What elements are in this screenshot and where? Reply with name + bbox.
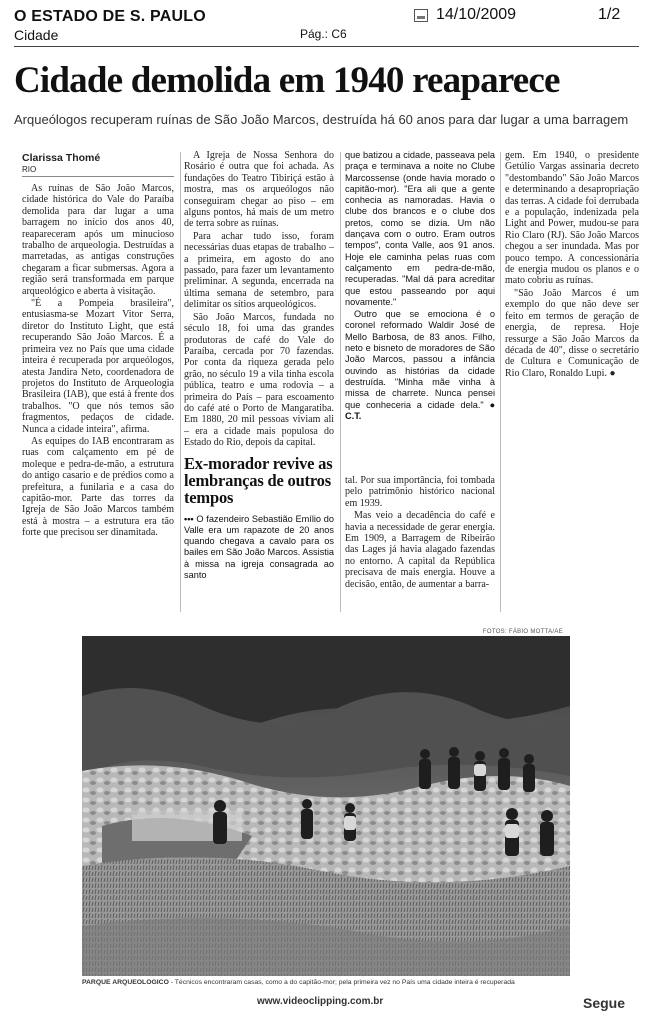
article-column-1 <box>22 152 174 620</box>
article-column-4 <box>505 150 639 450</box>
paragraph: "É a Pompeia brasileira", entusiasma-se Mozart Vitor Serra, diretor do Instituto Light, que está recuperando São João Marcos. É a primeira vez no País que uma cidade inteira é recuperada por arqueólogos, atesta Jandira Neto, coordenadora de projetos do Instituto de Arqueologia Brasileira (IAB), que está à frente dos trabalhos. "O que nós temos são fragmentos, pedaços de cidade. Nunca a cidade inteira", afirma. <box>22 298 174 435</box>
end-mark: ● <box>609 367 616 379</box>
article-subheadline: Arqueólogos recuperam ruínas de São João Marcos, destruída há 60 anos para dar lugar a uma barragem <box>14 112 629 127</box>
photo-credit: FOTOS: FÁBIO MOTTA/AE <box>482 629 563 635</box>
paragraph: São João Marcos, fundada no século 18, foi uma das grandes produtoras de café do Vale do Paraíba, cercada por 70 fazendas. Por conta da riqueza gerada pelo grão, no século 19 a vila tinha escola pública, teatro e uma rodovia – a primeira do País – para escoamento do café até o Porto de Mangaratiba. Em 1880, 20 mil pessoas viviam ali – era a cidade mais populosa do Estado do Rio, depois da capital. <box>184 311 334 449</box>
sidebar-column <box>345 150 495 470</box>
column-divider <box>180 152 181 612</box>
paragraph-text: "São João Marcos é um exemplo do que não deve ser feito em termos de geração de energia, de represa. Hoje ressurge a São João Marcos da década de 40", disse o secretário de Cultura e Comunicação de Rio Claro, Ronaldo Lupi. <box>505 287 639 379</box>
continue-label: Segue <box>583 995 626 1011</box>
publication-date: 14/10/2009 <box>436 6 517 23</box>
section-name: Cidade <box>14 27 59 43</box>
paragraph <box>505 288 639 379</box>
calendar-icon <box>414 9 428 22</box>
page-number: Pág.: C6 <box>300 27 347 41</box>
byline-location: RIO <box>22 165 174 177</box>
article-headline: Cidade demolida em 1940 reaparece <box>14 60 560 101</box>
article-column-3 <box>345 475 495 620</box>
paragraph: gem. Em 1940, o presidente Getúlio Vargas assinaria decreto "destombando" São João Marcos e determinando a desapropriação das terras. A cidade foi derrubada e a população, indenizada pela Light and Power, mudou-se para Rio Claro (RJ). São João Marcos chegou a ser inundada. Mas por pouco tempo. A concessionária de energia mudou os planos e o mato cobriu as ruínas. <box>505 150 639 287</box>
sidebar-paragraph: que batizou a cidade, passeava pela praça e terminava a noite no Clube Marcossense (onde havia morado o capitão-mor). "Era ali que a gente conhecia as namoradas. Havia o clube dos brancos e o clube dos pretos, como se dizia. Um não dançava com o outro. Eram outros tempos", conta Valle, aos 91 anos. Hoje ele caminha pelas ruas com calçamento em pedra-de-mão, recuperadas. "Mal dá para acreditar que estou passeando por aqui novamente." <box>345 150 495 307</box>
sidebar-lead-text: O fazendeiro Sebastião Emílio do Valle era um rapazote de 20 anos quando chegava a cavalo para os bailes em São João Marcos. Assistia à missa na igreja consagrada ao santo <box>184 513 334 581</box>
lead-dots: ••• <box>184 513 194 524</box>
article-column-2 <box>184 150 334 618</box>
paragraph: Para achar tudo isso, foram necessárias duas etapas de trabalho – a primeira, em agosto do ano passado, para fazer um levantamento preliminar. A segunda, encerrada na última semana de setembro, para delimitar os sítios arqueológicos. <box>184 230 334 311</box>
header-divider <box>14 46 639 47</box>
byline: Clarissa Thomé <box>22 152 101 164</box>
paragraph: Mas veio a decadência do café e havia a necessidade de gerar energia. Em 1909, a Barragem de Ribeirão das Lages já havia alagado fazendas no entorno. A capital da República precisava de mais energia. Houve a decisão, então, de aumentar a barra- <box>345 510 495 590</box>
caption-text: - Técnicos encontraram casas, como a do capitão-mor; pela primeira vez no País uma cidade inteira é recuperada <box>168 979 515 986</box>
column-divider <box>340 152 341 612</box>
newspaper-name: O ESTADO DE S. PAULO <box>14 8 206 25</box>
paragraph: tal. Por sua importância, foi tombada pelo patrimônio histórico nacional em 1939. <box>345 475 495 509</box>
photo-caption <box>82 979 570 986</box>
sidebar-paragraph <box>345 309 495 422</box>
caption-label: PARQUE ARQUEOLÓGICO <box>82 979 169 986</box>
sidebar-title: Ex-morador revive as lembranças de outros tempos <box>184 453 333 507</box>
source-url: www.videoclipping.com.br <box>257 996 384 1007</box>
sidebar-paragraph <box>184 514 334 582</box>
column-divider <box>500 152 501 612</box>
paragraph: As equipes do IAB encontraram as ruas com calçamento em pé de moleque e pedra-de-mão, a estrutura do antigo casario e de prédios como a prefeitura, a funilaria e a casa do capitão-mor. Parte das torres da Igreja de São João Marcos também está à mostra – a estrutura era tão forte que precisou ser dinamitada. <box>22 435 174 539</box>
paragraph: A Igreja de Nossa Senhora do Rosário é outra que foi achada. As fundações do Teatro Tibiriçá estão à mostra, mas os arqueólogos não conseguiram chegar ao piso – em alguns pontos, há mais de um metro de terra sobre as ruínas. <box>184 150 334 230</box>
archaeological-park-photo <box>82 636 570 976</box>
sidebar-signature: ● C.T. <box>345 399 495 421</box>
sidebar-paragraph-text: Outro que se emociona é o coronel reformado Waldir José de Mello Barbosa, de 83 anos. Filho, neto e bisneto de moradores de São João Marcos, passou a infância ouvindo as histórias da cidade destruída. "Minha mãe vinha à missa de charrete. Nunca pensei que conheceria a cidade dela." <box>345 309 495 410</box>
paragraph: As ruínas de São João Marcos, cidade histórica do Vale do Paraíba demolida para dar lugar a uma barragem no início dos anos 40, reapareceram após um minucioso trabalho de arqueologia. Destruídas a marretadas, as antigas construções chegaram a ficar submersas. Agora a região será transformada em parque arqueológico e aberta à visitação. <box>22 183 174 297</box>
page-count: 1/2 <box>598 6 621 23</box>
